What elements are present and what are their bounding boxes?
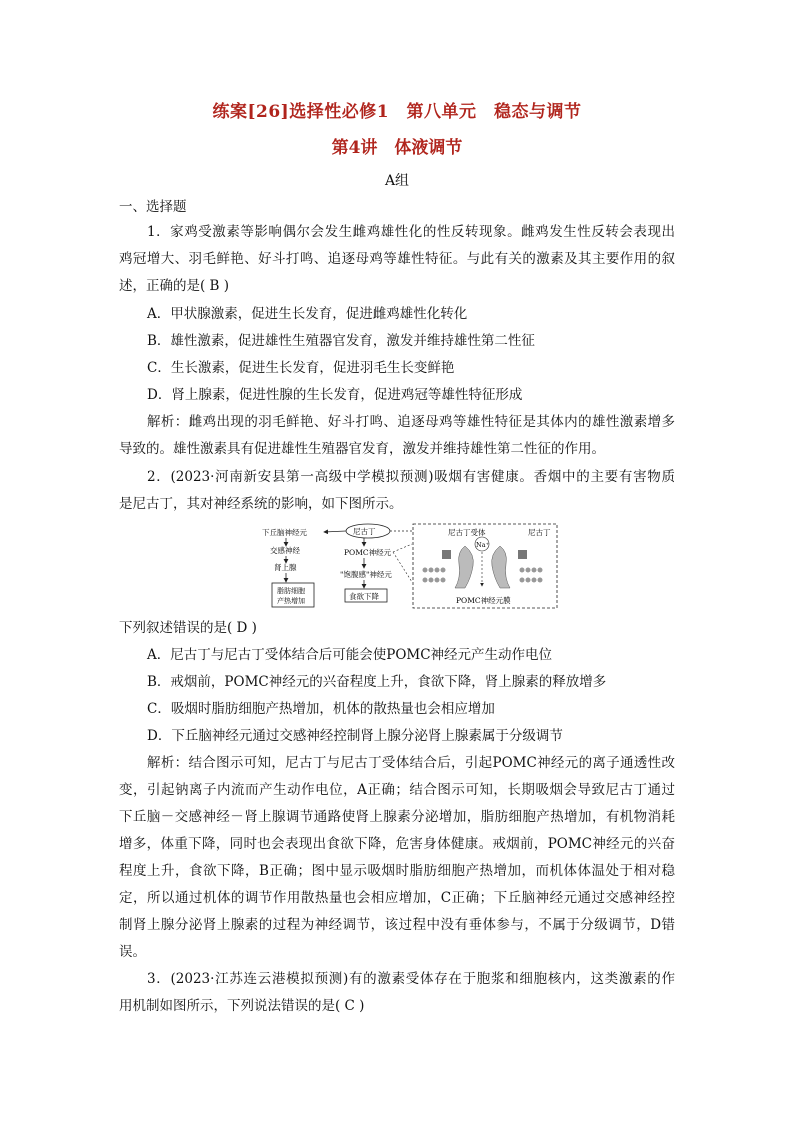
q1-stem-line: 1．家鸡受激素等影响偶尔会发生雌鸡雄性化的性反转现象。雌鸡发生性反转会表现出 xyxy=(147,224,675,240)
nicotine-label: 尼古丁 xyxy=(353,527,376,536)
q2-analysis-line: 增多，体重下降，同时也会表现出食欲下降，危害身体健康。戒烟前，POMC神经元的兴奋 xyxy=(119,836,675,852)
q2-option-c: C．吸烟时脂肪细胞产热增加，机体的散热量也会相应增加 xyxy=(147,701,495,717)
q1-option-c: C．生长激素，促进生长发育，促进羽毛生长变鲜艳 xyxy=(147,360,455,376)
q1-stem-line: 鸡冠增大、羽毛鲜艳、好斗打鸣、追逐母鸡等雄性特征。与此有关的激素及其主要作用的叙 xyxy=(119,251,675,267)
ion-label: Na⁺ xyxy=(476,541,489,549)
q3-stem-line: 3．(2023·江苏连云港模拟预测)有的激素受体存在于胞浆和细胞核内，这类激素的作 xyxy=(147,971,675,987)
fat-label-2: 产热增加 xyxy=(277,597,305,605)
q2-question: 下列叙述错误的是( D ) xyxy=(119,620,257,636)
hypothalamus-label: 下丘脑神经元 xyxy=(262,528,307,537)
q2-analysis-line: 误。 xyxy=(119,944,146,960)
appetite-label: 食欲下降 xyxy=(349,592,379,601)
exercise-title: 练案[26]选择性必修1 第八单元 稳态与调节 xyxy=(212,102,582,122)
pomc-label: POMC神经元 xyxy=(344,548,392,557)
q2-analysis-line: 制肾上腺分泌肾上腺素的过程为神经调节，该过程中没有垂体参与，不属于分级调节，D错 xyxy=(119,917,675,933)
nicotine-mark xyxy=(518,550,527,559)
lecture-title: 第4讲 体液调节 xyxy=(331,138,463,158)
sympathetic-label: 交感神经 xyxy=(270,546,300,555)
q2-option-a: A．尼古丁与尼古丁受体结合后可能会使POMC神经元产生动作电位 xyxy=(147,647,553,663)
q1-option-a: A．甲状腺激素，促进生长发育，促进雌鸡雄性化转化 xyxy=(147,306,468,322)
channel-protein xyxy=(455,546,473,588)
nicotine-mark xyxy=(442,550,451,559)
q2-option-b: B．戒烟前，POMC神经元的兴奋程度上升，食欲下降，肾上腺素的释放增多 xyxy=(147,674,607,690)
q2-stem-line: 是尼古丁，其对神经系统的影响，如下图所示。 xyxy=(119,496,403,512)
q3-stem-line: 用机制如图所示，下列说法错误的是( C ) xyxy=(119,998,365,1014)
q1-stem-line: 述，正确的是( B ) xyxy=(119,278,230,294)
adrenal-label: 肾上腺 xyxy=(274,563,297,572)
q1-analysis-line: 导致的。雄性激素具有促进雄性生殖器官发育，激发并维持雄性第二性征的作用。 xyxy=(119,441,605,457)
group-label: A组 xyxy=(384,173,410,189)
fat-label-1: 脂肪细胞 xyxy=(277,587,305,595)
section-heading: 一、选择题 xyxy=(119,199,187,215)
membrane-label: POMC神经元膜 xyxy=(456,596,511,605)
q1-option-b: B．雄性激素，促进雄性生殖器官发育，激发并维持雄性第二性征 xyxy=(147,333,535,349)
q2-stem-line: 2．(2023·河南新安县第一高级中学模拟预测)吸烟有害健康。香烟中的主要有害物质 xyxy=(147,469,675,485)
q2-analysis-line: 下丘脑－交感神经－肾上腺调节通路使肾上腺素分泌增加，脂肪细胞产热增加，有机物消耗 xyxy=(119,809,675,825)
nicotine2-label: 尼古丁 xyxy=(528,528,551,537)
q2-analysis-line: 解析：结合图示可知，尼古丁与尼古丁受体结合后，引起POMC神经元的离子通透性改 xyxy=(147,755,675,771)
q2-analysis-line: 程度上升，食欲下降，B正确；图中显示吸烟时脂肪细胞产热增加，而机体体温处于相对稳 xyxy=(119,863,675,879)
receptor-label: 尼古丁受体 xyxy=(448,528,486,537)
q2-analysis-line: 变，引起钠离子内流而产生动作电位，A正确；结合图示可知，长期吸烟会导致尼古丁通过 xyxy=(119,782,675,798)
q1-option-d: D．肾上腺素，促进性腺的生长发育，促进鸡冠等雄性特征形成 xyxy=(147,387,523,403)
channel-protein xyxy=(492,546,510,588)
satiety-label: "饱腹感"神经元 xyxy=(340,570,392,579)
q2-option-d: D．下丘脑神经元通过交感神经控制肾上腺分泌肾上腺素属于分级调节 xyxy=(147,728,563,744)
q2-analysis-line: 定，所以通过机体的调节作用散热量也会相应增加，C正确；下丘脑神经元通过交感神经控 xyxy=(119,890,675,906)
nicotine-pathway-diagram xyxy=(260,522,560,612)
lipid-bilayer xyxy=(423,568,543,583)
q1-analysis-line: 解析：雌鸡出现的羽毛鲜艳、好斗打鸣、追逐母鸡等雄性特征是其体内的雄性激素增多 xyxy=(147,414,675,430)
